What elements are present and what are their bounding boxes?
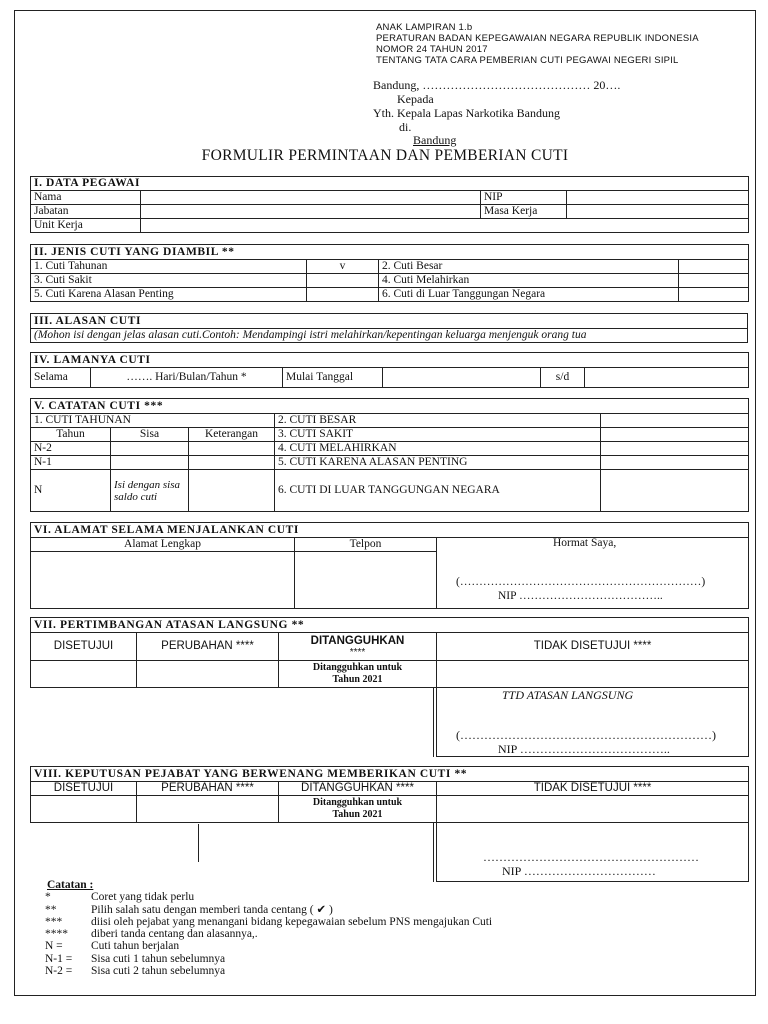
atasan-perubahan-field[interactable]: [137, 661, 279, 688]
row-n1-keterangan[interactable]: [189, 456, 275, 470]
catatan-cuti-alasan-penting-field[interactable]: [601, 456, 749, 470]
pejabat-ditangguhkan-option[interactable]: DITANGGUHKAN ****: [279, 782, 437, 796]
header-line-1: ANAK LAMPIRAN 1.b: [376, 22, 473, 33]
jabatan-label: Jabatan: [31, 205, 141, 219]
catatan-notes: [45, 879, 492, 977]
cuti-melahirkan-option: 4. Cuti Melahirkan: [379, 274, 679, 288]
sampai-tanggal-field[interactable]: [585, 368, 749, 388]
atasan-signature-box: [436, 687, 749, 757]
atasan-perubahan-option[interactable]: PERUBAHAN ****: [137, 633, 279, 661]
header-line-3: NOMOR 24 TAHUN 2017: [376, 44, 488, 55]
section-2-heading: II. JENIS CUTI YANG DIAMBIL **: [31, 245, 749, 260]
pejabat-disetujui-option[interactable]: DISETUJUI: [31, 782, 137, 796]
catatan-cuti-besar: 2. CUTI BESAR: [275, 414, 601, 428]
pejabat-sign-line[interactable]: ………………………………………………: [483, 850, 699, 864]
note-item: *** diisi oleh pejabat yang menangani bidang kepegawaian sebelum PNS mengajukan Cuti: [45, 915, 493, 928]
nama-field[interactable]: [141, 191, 481, 205]
row-n2-sisa[interactable]: [111, 442, 189, 456]
row-n-keterangan[interactable]: [189, 470, 275, 512]
row-n-sisa-note[interactable]: Isi dengan sisa saldo cuti: [111, 470, 189, 512]
catatan-cuti-melahirkan-field[interactable]: [601, 442, 749, 456]
section-6-heading: VI. ALAMAT SELAMA MENJALANKAN CUTI: [31, 523, 749, 538]
cuti-besar-option: 2. Cuti Besar: [379, 260, 679, 274]
unit-kerja-field[interactable]: [141, 219, 749, 233]
section-8-heading: VIII. KEPUTUSAN PEJABAT YANG BERWENANG MEMBERIKAN CUTI **: [31, 767, 749, 782]
catatan-cuti-luar-tanggungan: 6. CUTI DI LUAR TANGGUNGAN NEGARA: [275, 470, 601, 512]
telpon-label: Telpon: [295, 538, 437, 552]
nip-field[interactable]: [567, 191, 749, 205]
section-alasan-cuti: [30, 313, 748, 343]
section-3-heading: III. ALASAN CUTI: [31, 314, 748, 329]
alasan-cuti-field[interactable]: (Mohon isi dengan jelas alasan cuti.Contoh: Mendampingi istri melahirkan/kepentingan keluarga menjenguk orang tua: [31, 329, 748, 343]
atasan-disetujui-option[interactable]: DISETUJUI: [31, 633, 137, 661]
hormat-saya: Hormat Saya,: [553, 537, 617, 549]
pejabat-signature-box: [436, 823, 749, 882]
note-item: N = Cuti tahun berjalan: [45, 940, 180, 953]
alamat-field[interactable]: [31, 552, 295, 609]
cuti-besar-check[interactable]: [679, 260, 749, 274]
catatan-cuti-luar-tanggungan-field[interactable]: [601, 470, 749, 512]
masa-kerja-field[interactable]: [567, 205, 749, 219]
catatan-cuti-alasan-penting: 5. CUTI KARENA ALASAN PENTING: [275, 456, 601, 470]
form-page: [14, 10, 756, 996]
section-lamanya-cuti: [30, 352, 749, 388]
note-item: N-2 = Sisa cuti 2 tahun sebelumnya: [45, 965, 226, 978]
section-pertimbangan-atasan: [30, 617, 749, 688]
cuti-alasan-penting-check[interactable]: [307, 288, 379, 302]
col-tahun: Tahun: [31, 428, 111, 442]
note-item: * Coret yang tidak perlu: [45, 891, 195, 904]
di-label: di.: [399, 120, 412, 134]
col-keterangan: Keterangan: [189, 428, 275, 442]
section-catatan-cuti: [30, 398, 749, 512]
row-n1-tahun: N-1: [31, 456, 111, 470]
pemohon-nip[interactable]: NIP ………………………………..: [498, 590, 663, 602]
masa-kerja-label: Masa Kerja: [481, 205, 567, 219]
row-n2-keterangan[interactable]: [189, 442, 275, 456]
ditangguhkan-untuk: Ditangguhkan untuk: [312, 662, 403, 673]
nip-label: NIP: [481, 191, 567, 205]
section-jenis-cuti: [30, 244, 749, 302]
catatan-cuti-sakit-field[interactable]: [601, 428, 749, 442]
section-4-heading: IV. LAMANYA CUTI: [31, 353, 749, 368]
row-n1-sisa[interactable]: [111, 456, 189, 470]
unit-kerja-label: Unit Kerja: [31, 219, 141, 233]
alamat-lengkap-label: Alamat Lengkap: [31, 538, 295, 552]
section-7-heading: VII. PERTIMBANGAN ATASAN LANGSUNG **: [31, 618, 749, 633]
durasi-field[interactable]: ……. Hari/Bulan/Tahun *: [91, 368, 283, 388]
cuti-tahunan-heading: 1. CUTI TAHUNAN: [31, 414, 275, 428]
catatan-title: Catatan :: [47, 879, 94, 891]
atasan-ditangguhkan-option[interactable]: [279, 633, 437, 661]
place-date: Bandung, …………………………………… 20….: [373, 78, 621, 92]
pemohon-sign-line[interactable]: (………………………………………………………): [456, 576, 706, 588]
atasan-sign-line[interactable]: (………………………………………………………): [456, 728, 716, 742]
cuti-luar-tanggungan-option: 6. Cuti di Luar Tanggungan Negara: [379, 288, 679, 302]
addressee: Yth. Kepala Lapas Narkotika Bandung: [373, 106, 560, 120]
telpon-field[interactable]: [295, 552, 437, 609]
pejabat-tidak-disetujui-option[interactable]: TIDAK DISETUJUI ****: [437, 782, 749, 796]
selama-label: Selama: [31, 368, 91, 388]
atasan-tidak-disetujui-field[interactable]: [437, 661, 749, 688]
pejabat-nip[interactable]: NIP ……………………………: [502, 864, 656, 878]
section-alamat-cuti: [30, 522, 749, 609]
atasan-nip[interactable]: NIP ………………………………..: [498, 742, 670, 756]
kepada-label: Kepada: [397, 92, 434, 106]
row-n2-tahun: N-2: [31, 442, 111, 456]
form-title: FORMULIR PERMINTAAN DAN PEMBERIAN CUTI: [201, 147, 569, 164]
atasan-tidak-disetujui-option[interactable]: TIDAK DISETUJUI ****: [437, 633, 749, 661]
header-line-4: TENTANG TATA CARA PEMBERIAN CUTI PEGAWAI NEGERI SIPIL: [376, 55, 679, 66]
ditangguhkan-stars: ****: [349, 646, 366, 658]
perubahan-rule: [198, 824, 199, 862]
section-1-heading: I. DATA PEGAWAI: [31, 177, 749, 191]
catatan-cuti-besar-field[interactable]: [601, 414, 749, 428]
pejabat-box-left-rule: [433, 823, 434, 882]
ditangguhkan-label: DITANGGUHKAN: [310, 634, 405, 647]
section-5-heading: V. CATATAN CUTI ***: [31, 399, 749, 414]
pejabat-tidak-disetujui-field[interactable]: [437, 796, 749, 823]
cuti-luar-tanggungan-check[interactable]: [679, 288, 749, 302]
pejabat-ditangguhkan-tahun: Tahun 2021: [332, 809, 383, 820]
header-line-2: PERATURAN BADAN KEPEGAWAIAN NEGARA REPUBLIK INDONESIA: [376, 33, 699, 44]
pejabat-perubahan-option[interactable]: PERUBAHAN ****: [137, 782, 279, 796]
note-item: ** Pilih salah satu dengan memberi tanda centang ( ✔ ): [45, 903, 333, 916]
cuti-tahunan-check[interactable]: v: [307, 260, 379, 274]
pejabat-ditangguhkan-note[interactable]: [279, 796, 437, 823]
cuti-alasan-penting-option: 5. Cuti Karena Alasan Penting: [31, 288, 307, 302]
catatan-cuti-sakit: 3. CUTI SAKIT: [275, 428, 601, 442]
section-data-pegawai: [30, 176, 749, 233]
cuti-melahirkan-check[interactable]: [679, 274, 749, 288]
cuti-sakit-check[interactable]: [307, 274, 379, 288]
atasan-box-left-rule: [433, 687, 434, 757]
pemohon-signature-box: [437, 538, 749, 609]
regulation-header: [376, 22, 699, 66]
section-keputusan-pejabat: [30, 766, 749, 823]
pejabat-perubahan-field[interactable]: [137, 796, 279, 823]
jabatan-field[interactable]: [141, 205, 481, 219]
col-sisa: Sisa: [111, 428, 189, 442]
note-item: **** diberi tanda centang dan alasannya,.: [45, 928, 258, 941]
cuti-tahunan-option: 1. Cuti Tahunan: [31, 260, 307, 274]
atasan-disetujui-field[interactable]: [31, 661, 137, 688]
nama-label: Nama: [31, 191, 141, 205]
note-item: N-1 = Sisa cuti 1 tahun sebelumnya: [45, 952, 226, 965]
mulai-tanggal-field[interactable]: [383, 368, 541, 388]
pejabat-ditangguhkan-untuk: Ditangguhkan untuk: [312, 797, 403, 808]
row-n-tahun: N: [31, 470, 111, 512]
cuti-sakit-option: 3. Cuti Sakit: [31, 274, 307, 288]
atasan-ditangguhkan-note[interactable]: [279, 661, 437, 688]
ditangguhkan-tahun: Tahun 2021: [332, 674, 383, 685]
catatan-cuti-melahirkan: 4. CUTI MELAHIRKAN: [275, 442, 601, 456]
sd-label: s/d: [541, 368, 585, 388]
pejabat-disetujui-field[interactable]: [31, 796, 137, 823]
city: Bandung: [413, 133, 457, 147]
mulai-tanggal-label: Mulai Tanggal: [283, 368, 383, 388]
ttd-atasan-label: TTD ATASAN LANGSUNG: [502, 688, 634, 702]
